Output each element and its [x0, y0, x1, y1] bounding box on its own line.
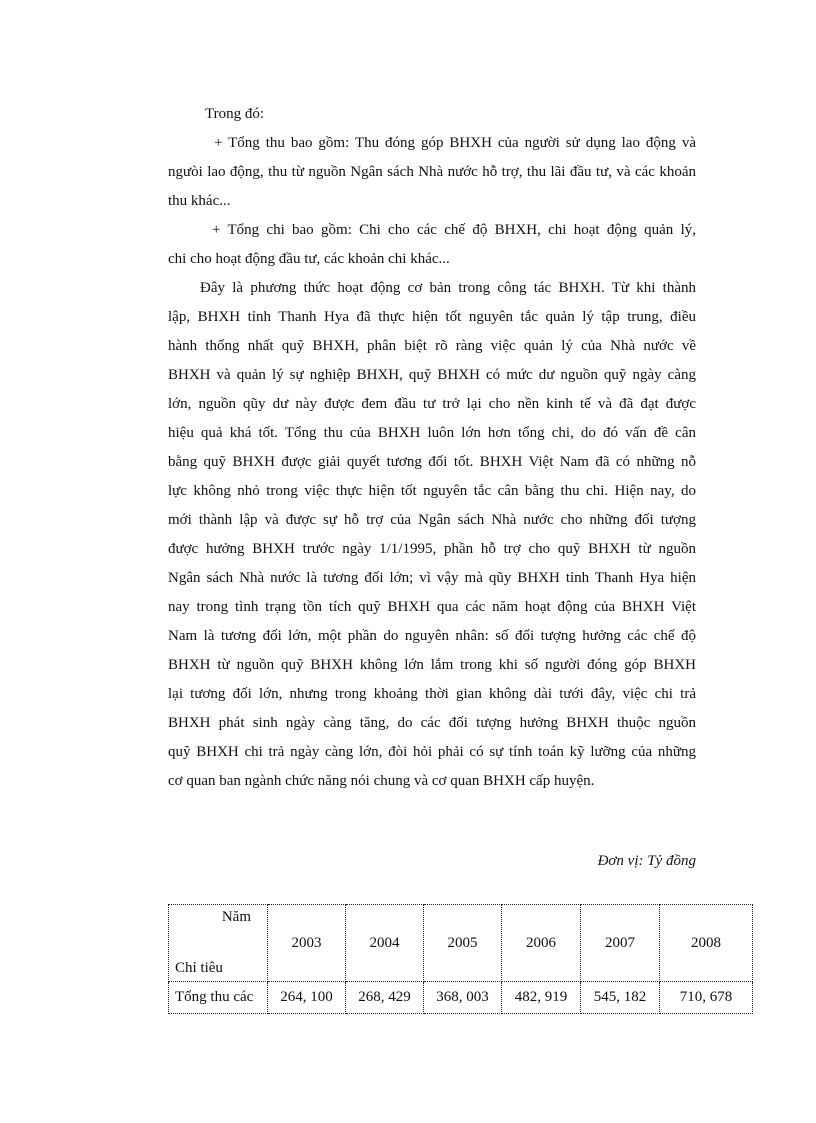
paragraph-line: Ngân sách Nhà nước là tương đối lớn; vì vậy mà qũy BHXH tỉnh Thanh Hya hiện — [168, 570, 696, 586]
table-row — [169, 982, 753, 1014]
paragraph-line: lại tương đối lớn, nhưng trong khoảng thời gian không dài tưới đây, việc chi trả — [168, 686, 696, 702]
intro-text: Trong đó: — [205, 106, 265, 122]
table-cell: 368, 003 — [424, 982, 502, 1014]
paragraph-line: lực không nhỏ trong việc thực hiện tốt nguyên tắc cân bằng thu chi. Hiện nay, do — [168, 483, 696, 499]
paragraph-line: mới thành lập và được sự hỗ trợ của Ngân sách Nhà nước cho những đối tượng — [168, 512, 696, 528]
paragraph-line: lập, BHXH tỉnh Thanh Hya đã thực hiện tốt nguyên tắc quản lý tập trung, điều — [168, 309, 696, 325]
table-cell: 268, 429 — [346, 982, 424, 1014]
paragraph-total-expenditure — [168, 216, 696, 274]
corner-year-label: Năm — [221, 909, 251, 925]
paragraph-line: BHXH từ nguồn quỹ BHXH không lớn lắm trong khi số người đóng góp BHXH — [168, 657, 696, 673]
paragraph-line: thu khác... — [168, 193, 231, 209]
row-label: Tổng thu các — [169, 982, 268, 1014]
table-cell: 482, 919 — [502, 982, 581, 1014]
paragraph-line: được hưởng BHXH trước ngày 1/1/1995, phần hỗ trợ cho quỹ BHXH từ nguồn — [168, 541, 696, 557]
paragraph-line: Đây là phương thức hoạt động cơ bản trong công tác BHXH. Từ khi thành — [200, 280, 696, 296]
table-cell: 545, 182 — [581, 982, 660, 1014]
paragraph-line: quỹ BHXH chi trả ngày càng lớn, đòi hỏi phải có sự tính toán kỹ lưỡng của những — [168, 744, 696, 760]
paragraph-line: Nam là tương đối lớn, một phần do nguyên nhân: số đối tượng hưởng các chế độ — [168, 628, 696, 644]
paragraph-line: ngưòi lao động, thu từ nguồn Ngân sách Nhà nước hỗ trợ, thu lãi đầu tư, và các khoản — [168, 164, 696, 180]
corner-indicator-label: Chỉ tiêu — [175, 960, 223, 976]
unit-label: Đơn vị: Tỷ đồng — [597, 853, 696, 869]
table-header-row — [169, 905, 753, 982]
year-header: 2004 — [346, 905, 424, 982]
table-cell: 264, 100 — [268, 982, 346, 1014]
year-header: 2005 — [424, 905, 502, 982]
paragraph-line: nay trong tình trạng tồn tích quỹ BHXH qua các năm hoạt động của BHXH Việt — [168, 599, 696, 615]
year-header: 2008 — [660, 905, 753, 982]
paragraph-line: BHXH phát sinh ngày càng tăng, do các đối tượng hưởng BHXH thuộc nguồn — [168, 715, 696, 731]
table-corner-cell — [169, 905, 268, 982]
year-header: 2007 — [581, 905, 660, 982]
year-header: 2006 — [502, 905, 581, 982]
revenue-table — [168, 904, 753, 1014]
paragraph-line: chi cho hoạt động đầu tư, các khoản chi khác... — [168, 251, 450, 267]
paragraph-main — [168, 274, 696, 796]
table-cell: 710, 678 — [660, 982, 753, 1014]
paragraph-line: bằng quỹ BHXH được giải quyết tương đối tốt. BHXH Việt Nam đã có những nỗ — [168, 454, 696, 470]
year-header: 2003 — [268, 905, 346, 982]
paragraph-line: cơ quan ban ngành chức năng nói chung và cơ quan BHXH cấp huyện. — [168, 773, 595, 789]
paragraph-total-revenue — [168, 129, 696, 216]
paragraph-line: lớn, nguồn qũy dư này được đem đầu tư trở lại cho nền kinh tế và đã đạt được — [168, 396, 696, 412]
paragraph-line: BHXH và quản lý sự nghiệp BHXH, quỹ BHXH có mức dư nguồn quỹ ngày càng — [168, 367, 696, 383]
paragraph-line: + Tổng chi bao gồm: Chi cho các chế độ BHXH, chi hoạt động quản lý, — [212, 222, 696, 238]
paragraph-line: hành thống nhất quỹ BHXH, phân biệt rõ ràng việc quản lý của Nhà nước về — [168, 338, 696, 354]
paragraph-line: hiệu quả khá tốt. Tổng thu của BHXH luôn lớn hơn tổng chi, do đó vấn đề cân — [168, 425, 696, 441]
paragraph-line: + Tổng thu bao gồm: Thu đóng góp BHXH của người sử dụng lao động và — [214, 135, 696, 151]
